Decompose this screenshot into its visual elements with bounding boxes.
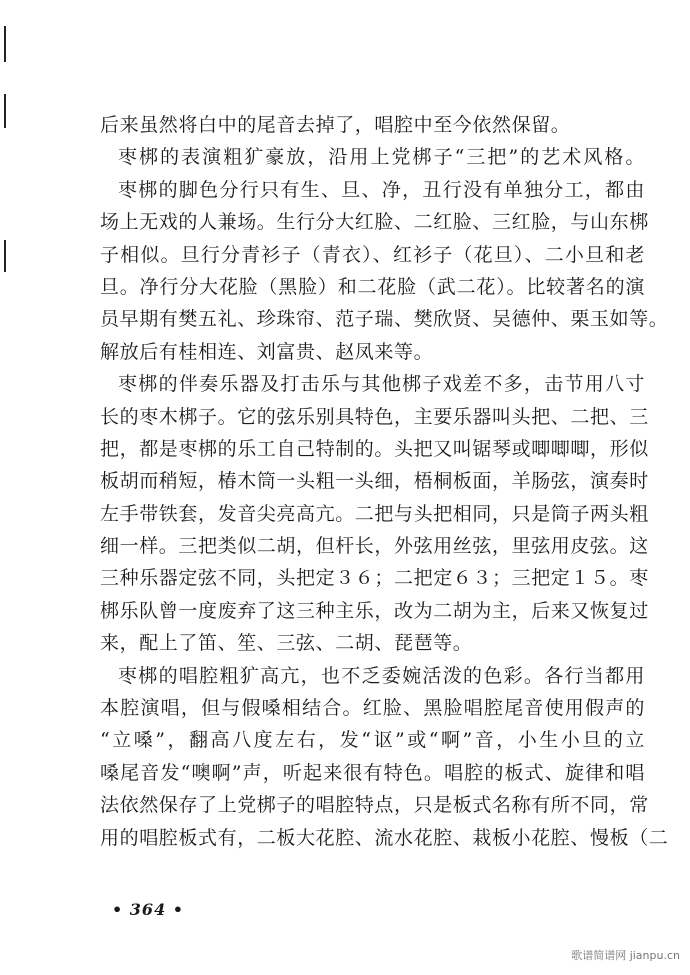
text-line: 用的唱腔板式有，二板大花腔、流水花腔、栽板小花腔、慢板（二	[100, 826, 669, 849]
text-line: 来，配上了笛、笙、三弦、二胡、琵琶等。	[100, 632, 473, 655]
text-line: 板胡而稍短，椿木筒一头粗一头细，梧桐板面，羊肠弦，演奏时	[100, 470, 649, 493]
text-line: 子相似。旦行分青衫子（青衣）、红衫子（花旦）、二小旦和老	[100, 243, 645, 266]
page-number: • 364 •	[112, 900, 184, 919]
text-line: 细一样。三把类似二胡，但杆长，外弦用丝弦，里弦用皮弦。这	[100, 535, 649, 558]
body-text	[100, 109, 669, 854]
scan-edge-mark	[4, 94, 6, 128]
text-line: 把，都是枣梆的乐工自己特制的。头把又叫锯琴或唧唧唧，形似	[100, 437, 649, 460]
text-line: 本腔演唱，但与假嗓相结合。红脸、黑脸唱腔尾音使用假声的	[100, 697, 645, 720]
text-line: 长的枣木梆子。它的弦乐别具特色，主要乐器叫头把、二把、三	[100, 405, 649, 428]
scan-edge-mark	[4, 26, 6, 62]
text-line: 嗓尾音发“噢啊”声，听起来很有特色。唱腔的板式、旋律和唱	[100, 761, 645, 784]
text-line: 枣梆的伴奏乐器及打击乐与其他梆子戏差不多，击节用八寸	[118, 373, 645, 396]
text-line: 旦。净行分大花脸（黑脸）和二花脸（武二花）。比较著名的演	[100, 275, 645, 298]
scan-edge-mark	[4, 240, 6, 272]
text-line: 梆乐队曾一度废弃了这三种主乐，改为二胡为主，后来又恢复过	[100, 599, 649, 622]
text-line: 解放后有桂相连、刘富贵、赵凤来等。	[100, 340, 434, 363]
text-line: 场上无戏的人兼场。生行分大红脸、二红脸、三红脸，与山东梆	[100, 211, 649, 234]
text-line: 枣梆的唱腔粗犷高亢，也不乏委婉活泼的色彩。各行当都用	[118, 664, 645, 687]
text-line: 法依然保存了上党梆子的唱腔特点，只是板式名称有所不同，常	[100, 794, 649, 817]
site-watermark: 歌谱简谱网 jianpu.cn	[571, 949, 680, 962]
text-line: 三种乐器定弦不同，头把定３６；二把定６３；三把定１５。枣	[100, 567, 649, 590]
text-line: 左手带铁套，发音尖亮高亢。二把与头把相同，只是筒子两头粗	[100, 502, 649, 525]
text-line: 员早期有樊五礼、珍珠帘、范子瑞、樊欣贤、吴德仲、栗玉如等。	[100, 308, 669, 331]
text-line: “立嗓”，翻高八度左右，发“讴”或“啊”音，小生小旦的立	[100, 729, 645, 752]
text-line: 后来虽然将白中的尾音去掉了，唱腔中至今依然保留。	[100, 114, 571, 136]
text-line: 枣梆的表演粗犷豪放，沿用上党梆子“三把”的艺术风格。	[118, 146, 645, 169]
text-line: 枣梆的脚色分行只有生、旦、净，丑行没有单独分工，都由	[118, 178, 645, 201]
